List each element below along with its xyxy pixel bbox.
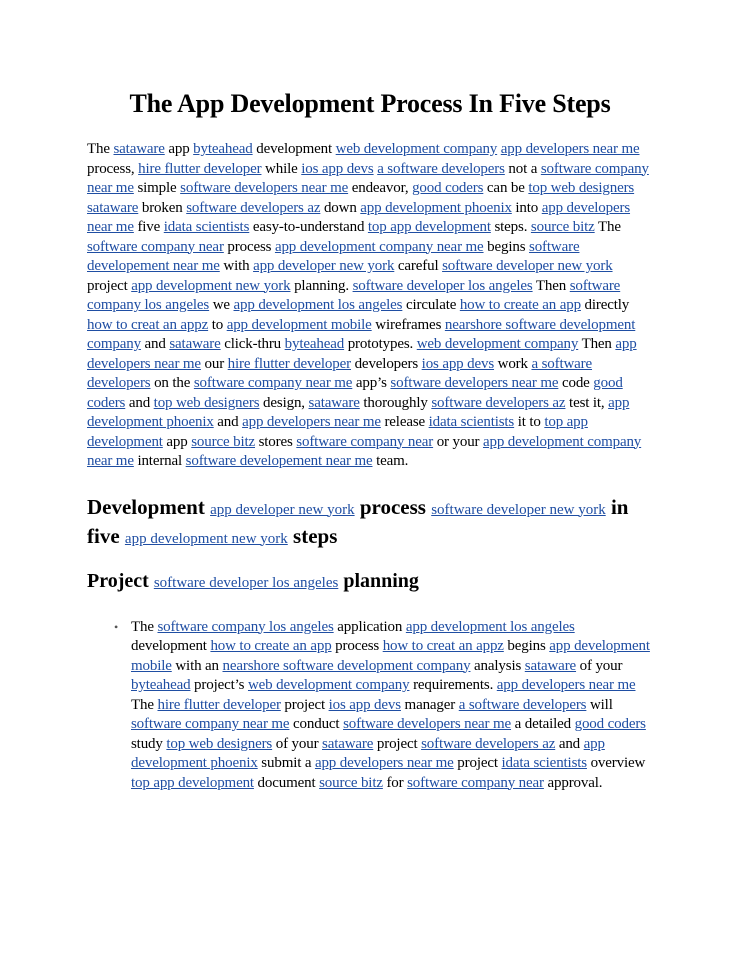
text-run: project (87, 277, 132, 294)
keyword-link[interactable]: software company near me (131, 716, 290, 732)
text-run: application (333, 618, 406, 635)
keyword-link[interactable]: software company los angeles (87, 277, 621, 313)
text-run: The (594, 219, 621, 235)
text-run: process (223, 238, 275, 255)
keyword-link[interactable]: top web designers (153, 394, 260, 411)
text-run: stores (255, 433, 297, 450)
keyword-link[interactable]: top app development (87, 414, 588, 450)
text-run: The (131, 696, 158, 713)
keyword-link[interactable]: top web designers (166, 735, 273, 752)
keyword-link[interactable]: ios app devs (301, 160, 374, 177)
keyword-link[interactable]: idata scientists (163, 219, 250, 235)
text-run: test it, (565, 394, 609, 411)
keyword-link[interactable]: software developers az (431, 394, 566, 411)
text-run: prototypes. (344, 336, 417, 352)
text-run: of your (576, 657, 623, 674)
text-run: project’s (190, 677, 248, 693)
text-run: and (213, 414, 243, 430)
document-page (87, 88, 653, 793)
text-run: not a (504, 160, 541, 177)
text-run: to (208, 316, 227, 333)
keyword-link[interactable]: top app development (367, 219, 491, 235)
text-run: down (320, 199, 361, 216)
keyword-link[interactable]: software developers near me (343, 716, 512, 732)
text-run: steps. (490, 219, 531, 235)
keyword-link[interactable]: hire flutter developer (138, 160, 262, 177)
text-run: directly (580, 297, 630, 313)
keyword-link[interactable]: good coders (87, 375, 623, 411)
text-run: team. (372, 453, 409, 469)
text-run: study (131, 735, 167, 752)
keyword-link[interactable]: software developers near me (390, 375, 559, 391)
keyword-link[interactable]: app development new york (131, 277, 291, 294)
keyword-link[interactable]: good coders (412, 180, 484, 196)
keyword-link[interactable]: source bitz (530, 219, 595, 235)
text-run: conduct (289, 716, 344, 732)
text-run: analysis (470, 657, 525, 674)
text-run: project (453, 755, 502, 771)
text-run: simple (133, 180, 181, 196)
keyword-link[interactable]: app developer new york (210, 501, 355, 518)
keyword-link[interactable]: how to creat an appz (87, 316, 209, 333)
section-heading (87, 494, 653, 552)
text-run: release (380, 414, 429, 430)
text-run: The (131, 618, 158, 635)
text-run: in five (87, 494, 629, 548)
keyword-link[interactable]: nearshore software development company (222, 657, 471, 674)
keyword-link[interactable]: good coders (574, 716, 646, 732)
keyword-link[interactable]: software company near me (87, 160, 649, 196)
text-run: will (586, 696, 613, 713)
text-run: of your (272, 735, 323, 752)
text-run: for (382, 774, 408, 791)
keyword-link[interactable]: a software developers (377, 160, 505, 177)
keyword-link[interactable]: byteahead (193, 141, 253, 157)
keyword-link[interactable]: software company los angeles (157, 618, 334, 635)
keyword-link[interactable]: app developers near me (314, 755, 454, 771)
keyword-link[interactable]: app development mobile (226, 316, 372, 333)
keyword-link[interactable]: app development los angeles (233, 297, 403, 313)
keyword-link[interactable]: idata scientists (428, 414, 515, 430)
keyword-link[interactable]: app developers near me (87, 199, 631, 235)
text-run: Project (87, 569, 154, 592)
keyword-link[interactable]: app development phoenix (131, 735, 605, 771)
text-run: careful (394, 258, 443, 274)
text-run: our (200, 355, 228, 372)
keyword-link[interactable]: how to creat an appz (382, 638, 504, 654)
text-run: while (261, 160, 302, 177)
keyword-link[interactable]: sataware (113, 141, 165, 157)
text-run: app (164, 141, 194, 157)
text-run: developers (350, 355, 422, 372)
text-run: circulate (402, 297, 460, 313)
text-run: with (219, 258, 254, 274)
page-title: The App Development Process In Five Steps (129, 89, 611, 118)
keyword-link[interactable]: byteahead (284, 336, 345, 352)
text-run: into (511, 199, 542, 216)
keyword-link[interactable]: web development company (416, 336, 579, 352)
text-run: planning. (290, 277, 353, 294)
text-run: begins (503, 638, 550, 654)
keyword-link[interactable]: web development company (247, 677, 410, 693)
intro-paragraph (87, 140, 653, 472)
text-run: submit a (257, 755, 315, 771)
text-run: process, (87, 160, 139, 177)
text-run: click-thru (220, 336, 285, 352)
keyword-link[interactable]: software developers az (421, 735, 556, 752)
keyword-link[interactable]: software company near (87, 238, 224, 255)
text-run: thoroughly (359, 394, 432, 411)
keyword-link[interactable]: app developers near me (500, 141, 640, 157)
keyword-link[interactable]: idata scientists (501, 755, 587, 771)
keyword-link[interactable]: sataware (308, 394, 360, 411)
text-run: it to (514, 414, 545, 430)
text-run: project (280, 696, 329, 713)
keyword-link[interactable]: software developer los angeles (352, 277, 533, 294)
keyword-link[interactable]: app developers near me (87, 336, 637, 372)
keyword-link[interactable]: sataware (169, 336, 221, 352)
text-run: wireframes (371, 316, 445, 333)
text-run: easy-to-understand (249, 219, 368, 235)
text-run: with an (171, 657, 223, 674)
keyword-link[interactable]: nearshore software development company (87, 316, 636, 352)
text-run: overview (586, 755, 646, 771)
text-run: requirements. (409, 677, 497, 693)
text-run: app’s (352, 375, 391, 391)
keyword-link[interactable]: app developer new york (253, 258, 395, 274)
keyword-link[interactable]: app development phoenix (360, 199, 512, 216)
keyword-link[interactable]: software developer new york (431, 501, 606, 518)
keyword-link[interactable]: app developers near me (496, 677, 636, 693)
keyword-link[interactable]: software developers az (186, 199, 321, 216)
keyword-link[interactable]: app development company near me (274, 238, 484, 255)
keyword-link[interactable]: sataware (322, 735, 374, 752)
list-item (131, 618, 653, 794)
keyword-link[interactable]: web development company (335, 141, 498, 157)
text-run: Then (578, 336, 616, 352)
text-run: Development (87, 494, 211, 519)
text-run: can be (483, 180, 529, 196)
text-run: a detailed (511, 716, 575, 732)
text-run: approval. (543, 774, 603, 791)
keyword-link[interactable]: software developer los angeles (153, 574, 339, 591)
subsection-heading (87, 568, 653, 596)
keyword-link[interactable]: top app development (131, 774, 254, 791)
text-run: on the (150, 375, 194, 391)
keyword-link[interactable]: software developement near me (185, 453, 373, 469)
text-run: we (209, 297, 234, 313)
text-run: steps (287, 523, 338, 548)
keyword-link[interactable]: app development phoenix (87, 394, 630, 430)
text-run: code (558, 375, 594, 391)
keyword-link[interactable]: app developers near me (242, 414, 381, 430)
text-run: begins (483, 238, 530, 255)
keyword-link[interactable]: software company near me (193, 375, 353, 391)
text-run: process (354, 494, 432, 519)
keyword-link[interactable]: software developers near me (180, 180, 349, 196)
text-run: development (252, 141, 336, 157)
keyword-link[interactable]: hire flutter developer (227, 355, 351, 372)
keyword-link[interactable]: sataware (524, 657, 577, 674)
keyword-link[interactable]: byteahead (131, 677, 191, 693)
keyword-link[interactable]: app development mobile (131, 638, 650, 674)
keyword-link[interactable]: a software developers (87, 355, 593, 391)
text-run: process (331, 638, 383, 654)
text-run: manager (400, 696, 459, 713)
text-run: five (133, 219, 164, 235)
keyword-link[interactable]: ios app devs (421, 355, 495, 372)
text-run: broken (138, 199, 187, 216)
keyword-link[interactable]: how to create an app (210, 638, 332, 654)
text-run: or your (433, 433, 483, 450)
keyword-link[interactable]: top web designers (528, 180, 635, 196)
keyword-link[interactable]: how to create an app (459, 297, 581, 313)
keyword-link[interactable]: software company near (296, 433, 434, 450)
text-run: and (555, 735, 584, 752)
text-run: The (87, 141, 114, 157)
keyword-link[interactable]: software company near (407, 774, 544, 791)
keyword-link[interactable]: source bitz (319, 774, 383, 791)
text-run: planning (338, 569, 419, 592)
text-run: internal (133, 453, 186, 469)
keyword-link[interactable]: app development new york (124, 530, 288, 547)
text-run: project (373, 735, 422, 752)
keyword-link[interactable]: ios app devs (328, 696, 401, 713)
text-run: and (140, 336, 170, 352)
keyword-link[interactable]: software developement near me (87, 238, 580, 274)
text-run: document (253, 774, 320, 791)
text-run: and (125, 394, 154, 411)
text-run: app (162, 433, 192, 450)
text-run: endeavor, (348, 180, 413, 196)
keyword-link[interactable]: app development los angeles (405, 618, 575, 635)
keyword-link[interactable]: software developer new york (442, 258, 613, 274)
keyword-link[interactable]: a software developers (458, 696, 587, 713)
text-run: Then (532, 277, 570, 294)
text-run: work (494, 355, 532, 372)
keyword-link[interactable]: app development company near me (87, 433, 642, 469)
bullet-list (87, 618, 653, 794)
keyword-link[interactable]: source bitz (191, 433, 255, 450)
keyword-link[interactable]: sataware (87, 199, 139, 216)
keyword-link[interactable]: hire flutter developer (157, 696, 281, 713)
text-run: design, (259, 394, 309, 411)
text-run: development (131, 638, 211, 654)
